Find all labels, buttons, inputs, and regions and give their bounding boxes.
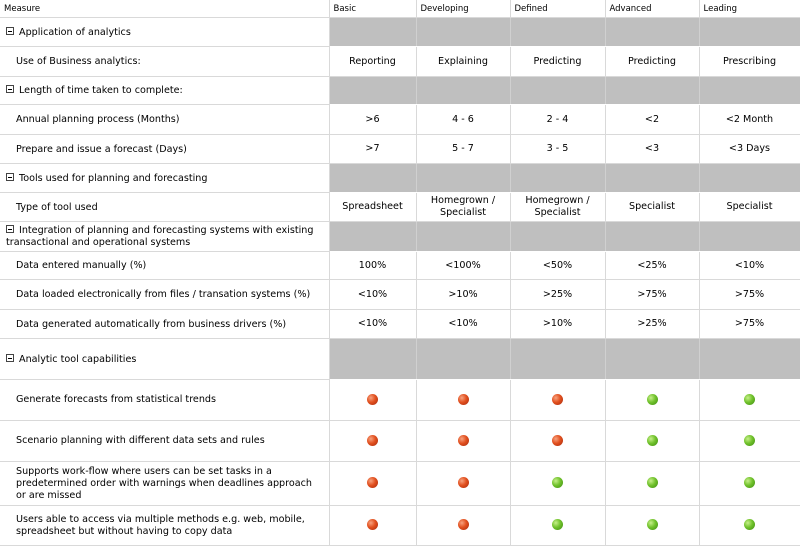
col-header-developing: Developing — [416, 0, 510, 18]
table-row — [0, 506, 800, 546]
status-dot-icon — [367, 435, 378, 446]
status-dot-icon — [552, 477, 563, 488]
cell-value: Specialist — [605, 193, 699, 222]
table-row — [0, 280, 800, 310]
row-label: Data loaded electronically from files / transation systems (%) — [0, 280, 329, 310]
table-row — [0, 310, 800, 339]
cell-value: <100% — [416, 252, 510, 280]
cell-value: 3 - 5 — [510, 135, 605, 164]
section-title: Length of time taken to complete: — [19, 85, 183, 96]
cell-value: Explaining — [416, 47, 510, 77]
cell-value: <10% — [329, 280, 416, 310]
row-label: Scenario planning with different data sets and rules — [0, 421, 329, 462]
status-dot-icon — [744, 519, 755, 530]
section-row — [0, 222, 800, 252]
collapse-toggle-icon[interactable] — [6, 225, 14, 233]
table-row — [0, 193, 800, 222]
col-header-defined: Defined — [510, 0, 605, 18]
cell-value: >25% — [605, 310, 699, 339]
table-row — [0, 252, 800, 280]
table-row — [0, 462, 800, 506]
col-header-leading: Leading — [699, 0, 800, 18]
status-dot-icon — [552, 394, 563, 405]
row-label: Generate forecasts from statistical trends — [0, 380, 329, 421]
collapse-toggle-icon[interactable] — [6, 27, 14, 35]
cell-value: 100% — [329, 252, 416, 280]
table-row — [0, 421, 800, 462]
section-header-analytic-tool[interactable] — [0, 339, 329, 380]
collapse-toggle-icon[interactable] — [6, 85, 14, 93]
section-title: Analytic tool capabilities — [19, 353, 137, 365]
row-label: Type of tool used — [0, 193, 329, 222]
section-header-length-of-time[interactable] — [0, 77, 329, 105]
row-label: Use of Business analytics: — [0, 47, 329, 77]
collapse-toggle-icon[interactable] — [6, 173, 14, 181]
cell-value: Predicting — [510, 47, 605, 77]
status-dot-icon — [744, 477, 755, 488]
table-row — [0, 135, 800, 164]
status-dot-icon — [647, 477, 658, 488]
status-dot-icon — [552, 435, 563, 446]
section-row — [0, 164, 800, 193]
row-label: Annual planning process (Months) — [0, 105, 329, 135]
section-header-integration[interactable] — [0, 222, 329, 252]
section-title: Tools used for planning and forecasting — [19, 172, 208, 184]
status-dot-icon — [552, 519, 563, 530]
section-row — [0, 339, 800, 380]
cell-value: >7 — [329, 135, 416, 164]
cell-value: <10% — [329, 310, 416, 339]
status-dot-icon — [458, 477, 469, 488]
cell-value: >75% — [699, 310, 800, 339]
status-dot-icon — [458, 435, 469, 446]
cell-value: Specialist — [699, 193, 800, 222]
row-label: Prepare and issue a forecast (Days) — [0, 135, 329, 164]
cell-value: Homegrown / Specialist — [416, 193, 510, 222]
section-header-tools[interactable] — [0, 164, 329, 193]
cell-value: >75% — [699, 280, 800, 310]
table-row — [0, 380, 800, 421]
status-dot-icon — [647, 519, 658, 530]
section-title: Integration of planning and forecasting systems with existing transactional and operational systems — [6, 224, 314, 248]
row-label: Data generated automatically from business drivers (%) — [0, 310, 329, 339]
cell-value: Reporting — [329, 47, 416, 77]
table-row — [0, 47, 800, 77]
cell-value: <25% — [605, 252, 699, 280]
table-row — [0, 105, 800, 135]
cell-value: >25% — [510, 280, 605, 310]
col-header-measure: Measure — [0, 0, 329, 18]
cell-value: Prescribing — [699, 47, 800, 77]
cell-value: 4 - 6 — [416, 105, 510, 135]
status-dot-icon — [458, 394, 469, 405]
cell-value: >10% — [416, 280, 510, 310]
status-dot-icon — [367, 519, 378, 530]
cell-value: <50% — [510, 252, 605, 280]
status-dot-icon — [744, 394, 755, 405]
status-dot-icon — [647, 435, 658, 446]
status-dot-icon — [647, 394, 658, 405]
row-label: Data entered manually (%) — [0, 252, 329, 280]
status-dot-icon — [458, 519, 469, 530]
status-dot-icon — [744, 435, 755, 446]
row-label: Users able to access via multiple methods e.g. web, mobile, spreadsheet but without having to copy data — [0, 506, 329, 546]
row-label: Supports work-flow where users can be set tasks in a predetermined order with warnings when deadlines approach or are missed — [0, 462, 329, 506]
col-header-basic: Basic — [329, 0, 416, 18]
cell-value: Predicting — [605, 47, 699, 77]
cell-value: >10% — [510, 310, 605, 339]
header-row — [0, 0, 800, 18]
status-dot-icon — [367, 477, 378, 488]
cell-value: <2 — [605, 105, 699, 135]
cell-value: Homegrown / Specialist — [510, 193, 605, 222]
cell-value: <10% — [699, 252, 800, 280]
cell-value: Spreadsheet — [329, 193, 416, 222]
collapse-toggle-icon[interactable] — [6, 354, 14, 362]
cell-value: <3 — [605, 135, 699, 164]
section-row — [0, 77, 800, 105]
col-header-advanced: Advanced — [605, 0, 699, 18]
status-dot-icon — [367, 394, 378, 405]
cell-value: 2 - 4 — [510, 105, 605, 135]
cell-value: >6 — [329, 105, 416, 135]
cell-value: <3 Days — [699, 135, 800, 164]
section-title: Application of analytics — [19, 26, 131, 38]
section-row — [0, 18, 800, 47]
cell-value: <2 Month — [699, 105, 800, 135]
cell-value: >75% — [605, 280, 699, 310]
cell-value: <10% — [416, 310, 510, 339]
section-header-application[interactable] — [0, 18, 329, 47]
cell-value: 5 - 7 — [416, 135, 510, 164]
